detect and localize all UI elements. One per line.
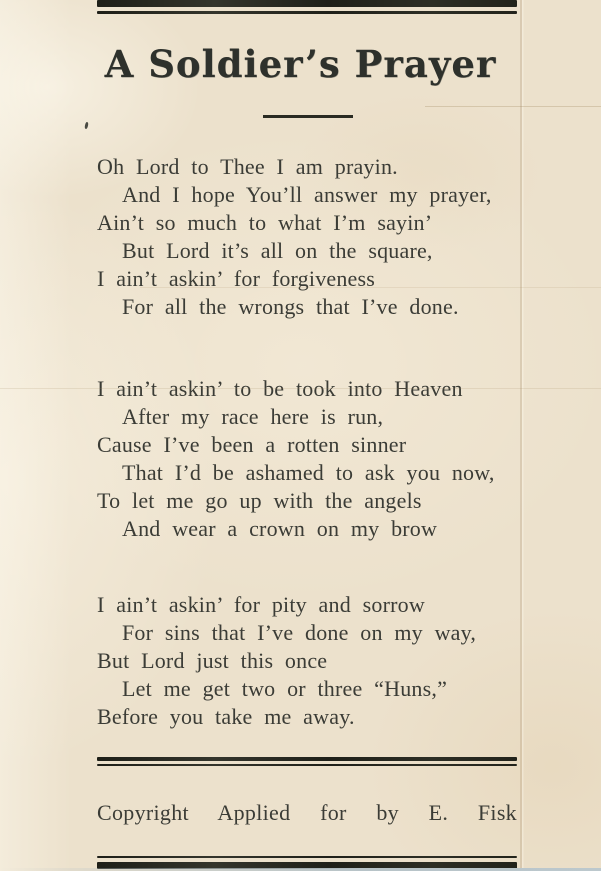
poem <box>97 153 557 731</box>
stanza-3 <box>97 591 557 731</box>
poem-line: But Lord just this once <box>97 648 328 673</box>
poem-line: Before you take me away. <box>97 704 355 729</box>
poem-line: But Lord it’s all on the square, <box>122 238 433 263</box>
horizontal-crease-lower <box>0 388 601 389</box>
poem-line: I ain’t askin’ to be took into Heaven <box>97 376 463 401</box>
poem-line: For all the wrongs that I’ve done. <box>122 294 459 319</box>
footer-rule-lower-thin <box>97 856 517 858</box>
poem-line: Oh Lord to Thee I am prayin. <box>97 154 398 179</box>
poem-line: And wear a crown on my brow <box>122 516 438 541</box>
page-title: A Soldier’s Prayer <box>104 42 497 86</box>
poem-line: Ain’t so much to what I’m sayin’ <box>97 210 433 235</box>
poem-line: For sins that I’ve done on my way, <box>122 620 477 645</box>
title-divider <box>263 115 353 118</box>
poem-line: After my race here is run, <box>122 404 384 429</box>
paper-speck <box>84 122 88 129</box>
poem-line: I ain’t askin’ for pity and sorrow <box>97 592 425 617</box>
footer-rule-upper-thick <box>97 757 517 761</box>
poem-line: And I hope You’ll answer my prayer, <box>122 182 492 207</box>
top-rule-thin <box>97 11 517 14</box>
top-rule-thick <box>97 0 517 7</box>
horizontal-crease-middle <box>140 287 601 288</box>
poem-line: That I’d be ashamed to ask you now, <box>122 460 495 485</box>
stanza-1 <box>97 153 557 321</box>
horizontal-crease-top <box>425 106 601 107</box>
poem-line: To let me go up with the angels <box>97 488 422 513</box>
poem-line: Cause I’ve been a rotten sinner <box>97 432 407 457</box>
copyright-line: Copyright Applied for by E. Fisk <box>97 800 517 825</box>
stanza-2 <box>97 375 557 543</box>
poem-line: I ain’t askin’ for forgiveness <box>97 266 376 291</box>
poem-line: Let me get two or three “Huns,” <box>122 676 448 701</box>
footer-rule-upper-thin <box>97 764 517 766</box>
vertical-crease <box>520 0 522 871</box>
